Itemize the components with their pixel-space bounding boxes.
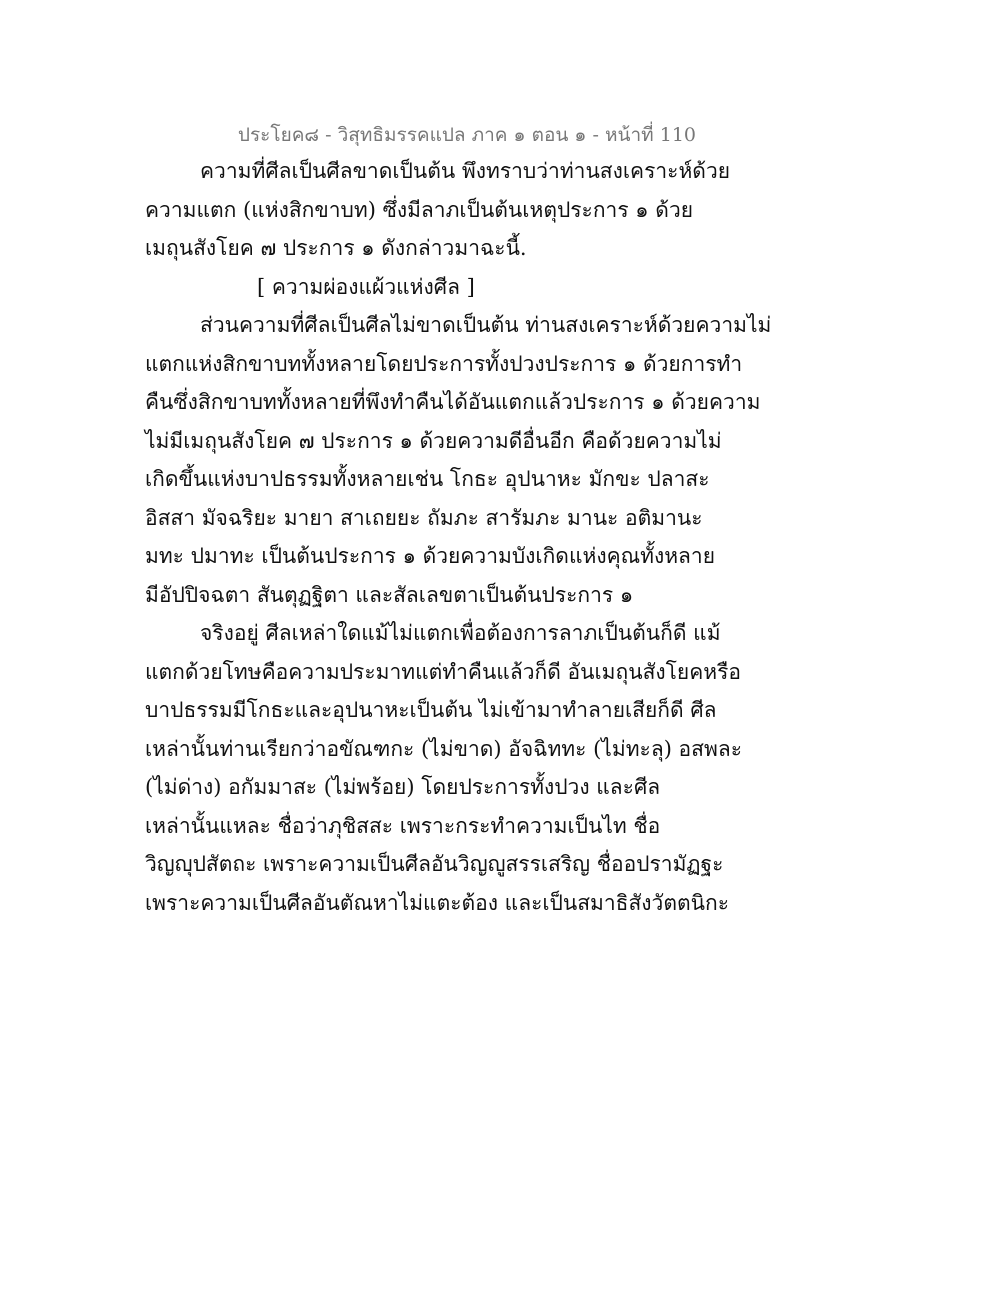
body-text [145, 152, 772, 922]
text-line: เพราะความเป็นศีลอันตัณหาไม่แตะต้อง และเป็นสมาธิสังวัตตนิกะ [145, 890, 729, 915]
text-line: เมถุนสังโยค ๗ ประการ ๑ ดังกล่าวมาฉะนี้. [145, 236, 527, 260]
text-line: ส่วนความที่ศีลเป็นศีลไม่ขาดเป็นต้น ท่านสงเคราะห์ด้วยความไม่ [200, 313, 772, 337]
text-line: ความที่ศีลเป็นศีลขาดเป็นต้น พึงทราบว่าท่านสงเคราะห์ด้วย [200, 159, 731, 183]
text-line: มีอัปปิจฉตา สันตุฏฐิตา และสัลเลขตาเป็นต้นประการ ๑ [145, 582, 634, 607]
text-line: อิสสา มัจฉริยะ มายา สาเถยยะ ถัมภะ สารัมภะ มานะ อติมานะ [145, 505, 703, 530]
text-line: จริงอยู่ ศีลเหล่าใดแม้ไม่แตกเพื่อต้องการลาภเป็นต้นก็ดี แม้ [200, 621, 721, 645]
section-heading: [ ความผ่องแผ้วแห่งศีล ] [257, 274, 475, 299]
text-line: คืนซึ่งสิกขาบททั้งหลายที่พึงทำคืนได้อันแตกแล้วประการ ๑ ด้วยความ [145, 390, 761, 414]
text-line: เหล่านั้นท่านเรียกว่าอขัณฑกะ (ไม่ขาด) อัจฉิททะ (ไม่ทะลุ) อสพละ [145, 736, 742, 761]
text-line: มทะ ปมาทะ เป็นต้นประการ ๑ ด้วยความบังเกิดแห่งคุณทั้งหลาย [145, 544, 716, 568]
text-line: วิญญุปสัตถะ เพราะความเป็นศีลอันวิญญูสรรเสริญ ชื่ออปรามัฏฐะ [145, 852, 724, 876]
text-line: เกิดขึ้นแห่งบาปธรรมทั้งหลายเช่น โกธะ อุปนาหะ มักขะ ปลาสะ [145, 467, 710, 491]
text-line: ความแตก (แห่งสิกขาบท) ซึ่งมีลาภเป็นต้นเหตุประการ ๑ ด้วย [145, 197, 694, 222]
text-line: บาปธรรมมีโกธะและอุปนาหะเป็นต้น ไม่เข้ามาทำลายเสียก็ดี ศีล [145, 698, 717, 722]
text-line: ไม่มีเมถุนสังโยค ๗ ประการ ๑ ด้วยความดีอื่นอีก คือด้วยความไม่ [145, 428, 722, 453]
text-line: แตกแห่งสิกขาบททั้งหลายโดยประการทั้งปวงประการ ๑ ด้วยการทำ [145, 351, 743, 376]
text-line: เหล่านั้นแหละ ชื่อว่าภุชิสสะ เพราะกระทำความเป็นไท ชื่อ [145, 813, 661, 838]
page-header: ประโยค๘ - วิสุทธิมรรคแปล ภาค ๑ ตอน ๑ - หน้าที่ 110 [237, 124, 696, 146]
text-line: แตกด้วยโทษคือความประมาทแต่ทำคืนแล้วก็ดี อันเมถุนสังโยคหรือ [145, 659, 742, 684]
text-line: (ไม่ด่าง) อกัมมาสะ (ไม่พร้อย) โดยประการทั้งปวง และศีล [145, 775, 661, 799]
